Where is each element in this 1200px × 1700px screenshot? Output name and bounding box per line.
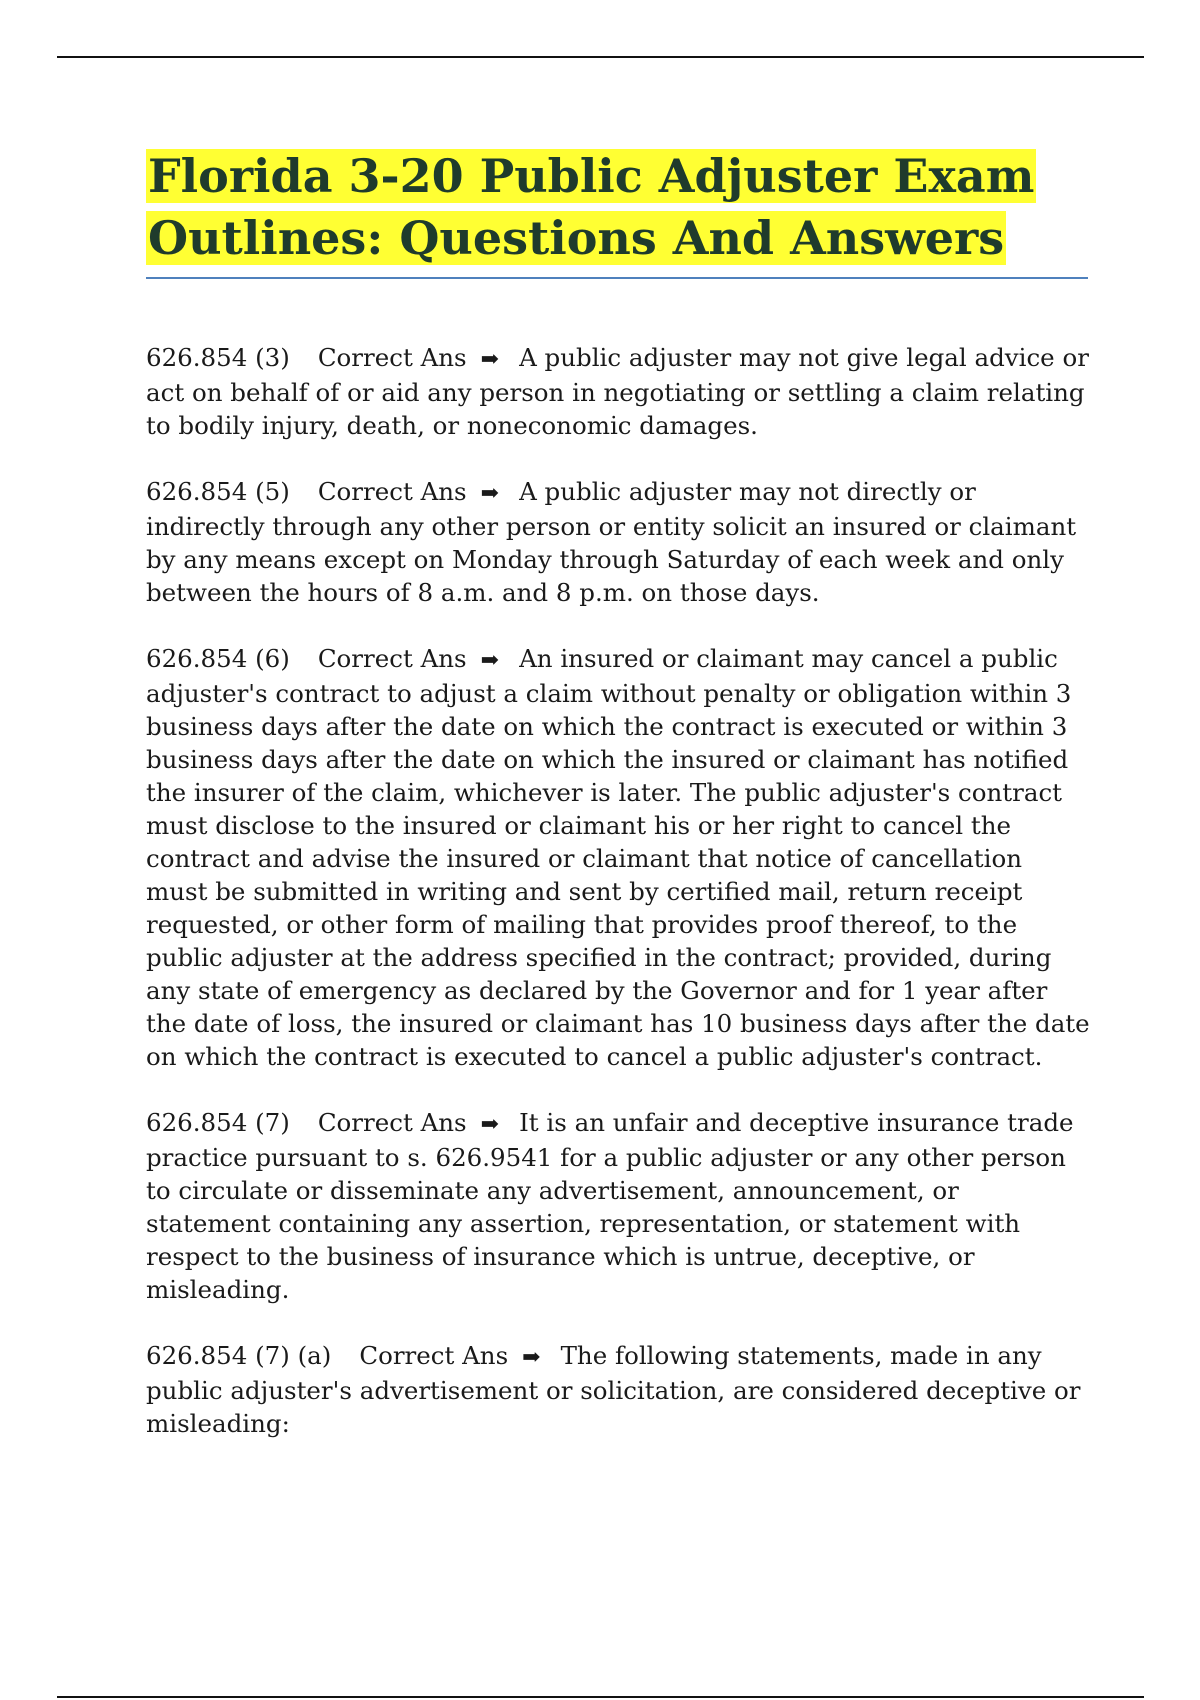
title-line-1: Florida 3-20 Public Adjuster Exam	[148, 149, 1035, 203]
arrow-icon: ➡	[522, 1344, 541, 1370]
arrow-icon: ➡	[480, 1111, 500, 1137]
entry-ref: 626.854 (5)	[146, 477, 290, 506]
qa-entry	[146, 1106, 1091, 1306]
entry-ref: 626.854 (7)	[146, 1108, 290, 1137]
title-block	[146, 145, 1086, 269]
entry-text: The following statements, made in any public adjuster's advertisement or solicitation, are considered deceptive or misleading:	[146, 1341, 1081, 1438]
entry-ref: 626.854 (7) (a)	[146, 1341, 332, 1370]
answer-label: Correct Ans	[317, 477, 467, 506]
entry-text: A public adjuster may not directly or indirectly through any other person or entity solicit an insured or claimant by any means except on Monday through Saturday of each week and only between the hours of 8 a.m. and 8 p.m. on those days.	[146, 477, 1077, 607]
entry-text: A public adjuster may not give legal advice or act on behalf of or aid any person in negotiating or settling a claim relating to bodily injury, death, or noneconomic damages.	[146, 343, 1089, 440]
title-line-2: Outlines: Questions And Answers	[148, 211, 1005, 265]
arrow-icon: ➡	[480, 346, 500, 372]
bottom-rule	[57, 1696, 1144, 1698]
entry-text: It is an unfair and deceptive insurance trade practice pursuant to s. 626.9541 for a public adjuster or any other person to circulate or disseminate any advertisement, announcement, or statement containing any assertion, representation, or statement with respect to the business of insurance which is untrue, deceptive, or misleading.	[146, 1108, 1074, 1304]
title-underline	[146, 277, 1088, 279]
qa-entry	[146, 1339, 1091, 1440]
entry-ref: 626.854 (3)	[146, 343, 290, 372]
arrow-icon: ➡	[480, 647, 500, 673]
qa-entry	[146, 642, 1091, 1073]
entry-text: An insured or claimant may cancel a public adjuster's contract to adjust a claim without penalty or obligation within 3 business days after the date on which the contract is executed or within 3 business days after the date on which the insured or claimant has notified the insurer of the claim, whichever is later. The public adjuster's contract must disclose to the insured or claimant his or her right to cancel the contract and advise the insured or claimant that notice of cancellation must be submitted in writing and sent by certified mail, return receipt requested, or other form of mailing that provides proof thereof, to the public adjuster at the address specified in the contract; provided, during any state of emergency as declared by the Governor and for 1 year after the date of loss, the insured or claimant has 10 business days after the date on which the contract is executed to cancel a public adjuster's contract.	[146, 644, 1090, 1071]
answer-label: Correct Ans	[317, 343, 467, 372]
answer-label: Correct Ans	[317, 1108, 467, 1137]
top-rule	[57, 56, 1144, 58]
answer-label: Correct Ans	[359, 1341, 509, 1370]
qa-entry	[146, 341, 1091, 442]
qa-entry	[146, 475, 1091, 609]
answer-label: Correct Ans	[317, 644, 467, 673]
entry-ref: 626.854 (6)	[146, 644, 290, 673]
qa-list	[146, 341, 1091, 1473]
arrow-icon: ➡	[480, 480, 500, 506]
page-title	[146, 145, 1086, 269]
